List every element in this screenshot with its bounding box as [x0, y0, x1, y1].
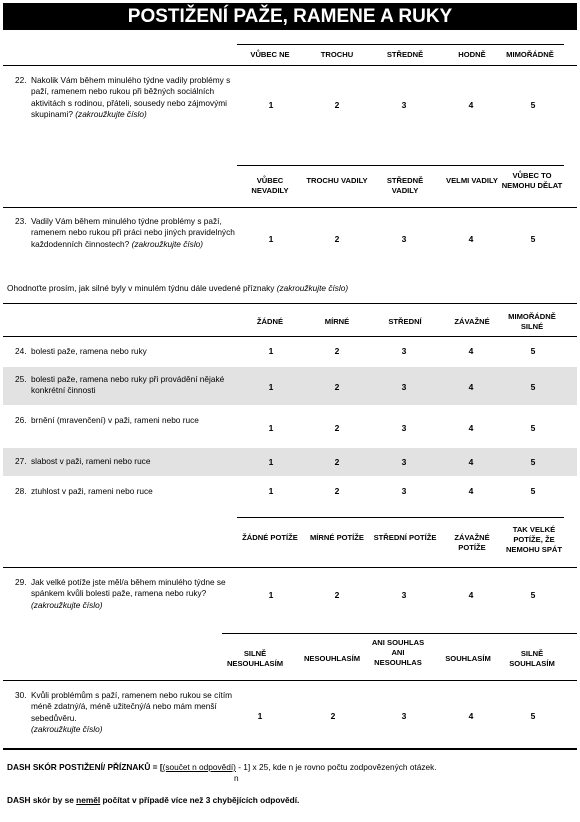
- question-26: [15, 415, 237, 426]
- section-instruction: [7, 283, 348, 293]
- answer-option[interactable]: 4: [468, 590, 474, 600]
- question-22: [15, 75, 237, 120]
- score-label: DASH SKÓR POSTIŽENÍ/ PŘÍZNAKŮ = [: [7, 762, 163, 772]
- answer-option[interactable]: 5: [530, 234, 536, 244]
- scale-label: MIMOŘÁDNĚ: [506, 50, 554, 59]
- answer-option[interactable]: 3: [401, 457, 407, 467]
- scale-label: VŮBEC TO NEMOHU DĚLAT: [501, 171, 563, 190]
- scale-label: ŽÁDNÉ POTÍŽE: [242, 533, 298, 542]
- question-number: 27.: [15, 456, 27, 466]
- scale-label: STŘEDNĚ: [386, 50, 424, 59]
- answer-option[interactable]: 3: [401, 346, 407, 356]
- row-rule: [3, 65, 577, 66]
- answer-option[interactable]: 4: [468, 100, 474, 110]
- instruction-text: Ohodnoťte prosím, jak silné byly v minulém týdnu dále uvedené příznaky: [7, 283, 275, 293]
- question-hint: (zakroužkujte číslo): [75, 108, 147, 119]
- answer-option[interactable]: 4: [468, 457, 474, 467]
- question-number: 24.: [15, 346, 27, 356]
- scale-label: MIMOŘÁDNĚ SILNÉ: [508, 312, 556, 331]
- answer-option[interactable]: 3: [401, 486, 407, 496]
- answer-option[interactable]: 4: [468, 234, 474, 244]
- answer-option[interactable]: 2: [334, 423, 340, 433]
- question-25: [15, 374, 237, 397]
- answer-option[interactable]: 5: [530, 382, 536, 392]
- question-number: 29.: [15, 577, 27, 587]
- formula-rest: - 1] x 25, kde n je rovno počtu zodpovězených otázek.: [235, 762, 437, 772]
- scale-label: TROCHU VADILY: [306, 176, 368, 185]
- answer-option[interactable]: 2: [334, 486, 340, 496]
- scale-label: ANI SOUHLAS ANI NESOUHLAS: [371, 638, 425, 667]
- row-rule: [3, 567, 577, 568]
- scale-label: STŘEDNĚ VADILY: [386, 176, 424, 195]
- answer-option[interactable]: 1: [268, 382, 274, 392]
- answer-option[interactable]: 1: [268, 486, 274, 496]
- scale-label: SILNĚ SOUHLASÍM: [509, 649, 555, 668]
- question-number: 22.: [15, 75, 27, 85]
- answer-option[interactable]: 2: [330, 711, 336, 721]
- answer-option[interactable]: 2: [334, 346, 340, 356]
- scale-label: VŮBEC NEVADILY: [251, 176, 289, 195]
- row-rule: [3, 207, 577, 208]
- row-rule: [3, 336, 577, 337]
- footer-rule: [3, 748, 577, 750]
- answer-option[interactable]: 2: [334, 590, 340, 600]
- answer-option[interactable]: 5: [530, 486, 536, 496]
- answer-option[interactable]: 5: [530, 100, 536, 110]
- scale-label: MÍRNÉ POTÍŽE: [309, 533, 364, 542]
- question-number: 25.: [15, 374, 27, 384]
- question-text: Jak velké potíže jste měl/a během minulého týdne se spánkem kvůli bolesti paže, ramena nebo ruky?: [31, 577, 226, 599]
- answer-option[interactable]: 3: [401, 711, 407, 721]
- score-formula: [7, 762, 437, 772]
- scale-label: VELMI VADILY: [446, 176, 498, 185]
- answer-option[interactable]: 3: [401, 423, 407, 433]
- question-23: [15, 216, 237, 250]
- question-hint: (zakroužkujte číslo): [131, 238, 204, 249]
- answer-option[interactable]: 3: [401, 100, 407, 110]
- header-rule: [222, 633, 577, 634]
- scale-label: MÍRNÉ: [324, 317, 350, 326]
- answer-option[interactable]: 5: [530, 457, 536, 467]
- scale-label: VŮBEC NE: [250, 50, 290, 59]
- question-24: [15, 346, 237, 357]
- answer-option[interactable]: 4: [468, 423, 474, 433]
- page-title: POSTIŽENÍ PAŽE, RAMENE A RUKY: [3, 3, 577, 30]
- answer-option[interactable]: 4: [468, 711, 474, 721]
- question-text: ztuhlost v paži, rameni nebo ruce: [31, 486, 153, 496]
- question-number: 30.: [15, 690, 27, 700]
- note-post: počítat v případě více než 3 chybějících odpovědí.: [100, 795, 300, 805]
- instruction-hint: (zakroužkujte číslo): [276, 283, 349, 293]
- scale-label: STŘEDNÍ POTÍŽE: [373, 533, 437, 542]
- question-text: slabost v paži, rameni nebo ruce: [31, 456, 151, 466]
- scale-label: ZÁVAŽNÉ: [454, 317, 490, 326]
- question-number: 28.: [15, 486, 27, 496]
- scale-label: ŽÁDNÉ: [256, 317, 284, 326]
- answer-option[interactable]: 3: [401, 590, 407, 600]
- formula-numerator: (součet n odpovědí): [162, 762, 236, 772]
- scale-label: TROCHU: [320, 50, 354, 59]
- answer-option[interactable]: 4: [468, 486, 474, 496]
- question-hint: (zakroužkujte číslo): [31, 723, 103, 734]
- scale-label: HODNĚ: [458, 50, 486, 59]
- answer-option[interactable]: 3: [401, 234, 407, 244]
- question-30: [15, 690, 237, 735]
- answer-option[interactable]: 5: [530, 711, 536, 721]
- answer-option[interactable]: 1: [257, 711, 263, 721]
- question-27: [15, 456, 237, 467]
- score-note: [7, 795, 299, 805]
- scale-label: ZÁVAŽNÉ POTÍŽE: [454, 533, 490, 552]
- row-rule: [3, 680, 577, 681]
- answer-option[interactable]: 5: [530, 423, 536, 433]
- scale-label: TAK VELKÉ POTÍŽE, ŽE NEMOHU SPÁT: [505, 525, 563, 554]
- note-emphasis: neměl: [76, 795, 101, 805]
- question-29: [15, 577, 237, 611]
- answer-option[interactable]: 2: [334, 100, 340, 110]
- header-rule: [237, 44, 564, 45]
- answer-option[interactable]: 5: [530, 590, 536, 600]
- note-pre: DASH skór by se: [7, 795, 77, 805]
- question-text: Kvůli problémům s paží, ramenem nebo rukou se cítím méně zdatný/á, méně užitečný/á nebo mám menší sebedůvěru.: [31, 690, 233, 723]
- formula-denominator: n: [234, 773, 239, 783]
- answer-option[interactable]: 1: [268, 100, 274, 110]
- answer-option[interactable]: 2: [334, 382, 340, 392]
- answer-option[interactable]: 2: [334, 234, 340, 244]
- scale-label: STŘEDNÍ: [388, 317, 422, 326]
- header-rule: [237, 165, 564, 166]
- answer-option[interactable]: 1: [268, 590, 274, 600]
- question-number: 23.: [15, 216, 27, 226]
- header-rule: [3, 303, 577, 304]
- question-text: brnění (mravenčení) v paži, rameni nebo ruce: [31, 415, 199, 425]
- answer-option[interactable]: 5: [530, 346, 536, 356]
- answer-option[interactable]: 1: [268, 346, 274, 356]
- scale-label: SOUHLASÍM: [445, 654, 491, 663]
- scale-label: SILNĚ NESOUHLASÍM: [226, 649, 284, 668]
- question-28: [15, 486, 237, 497]
- question-text: Nakolik Vám během minulého týdne vadily problémy s paží, ramenem nebo rukou při běžných sociálních aktivitách s rodinou, přáteli, sousedy nebo zájmovými skupinami?: [31, 75, 231, 119]
- question-text: bolesti paže, ramena nebo ruky: [31, 346, 147, 356]
- answer-option[interactable]: 1: [268, 423, 274, 433]
- answer-option[interactable]: 4: [468, 346, 474, 356]
- question-text: Vadily Vám během minulého týdne problémy s paží, ramenem nebo rukou při práci nebo jiných pravidelných každodenních činnostech?: [31, 216, 235, 249]
- answer-option[interactable]: 1: [268, 234, 274, 244]
- answer-option[interactable]: 1: [268, 457, 274, 467]
- question-number: 26.: [15, 415, 27, 425]
- answer-option[interactable]: 4: [468, 382, 474, 392]
- question-hint: (zakroužkujte číslo): [31, 599, 103, 610]
- header-rule: [237, 517, 564, 518]
- answer-option[interactable]: 3: [401, 382, 407, 392]
- scale-label: NESOUHLASÍM: [303, 654, 361, 663]
- question-text: bolesti paže, ramena nebo ruky při provádění nějaké konkrétní činnosti: [31, 374, 225, 396]
- answer-option[interactable]: 2: [334, 457, 340, 467]
